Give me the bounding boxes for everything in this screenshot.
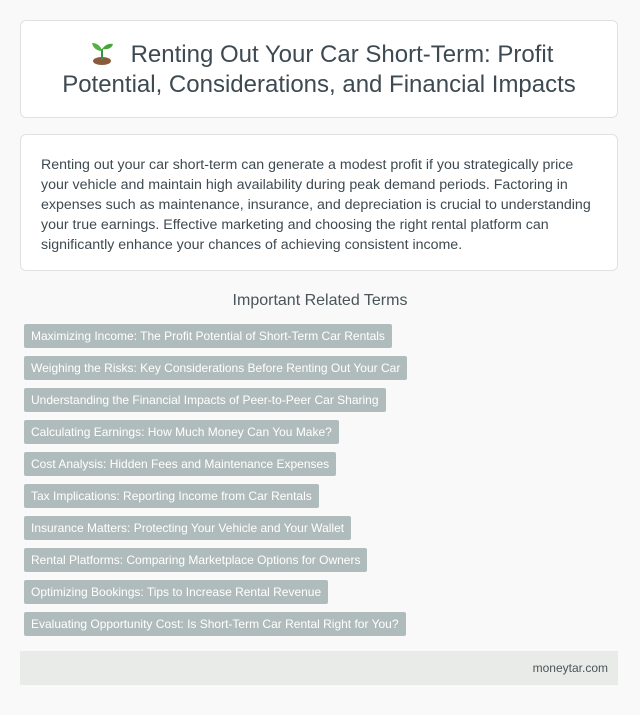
related-term-tag[interactable]: Optimizing Bookings: Tips to Increase Rental Revenue xyxy=(24,580,328,604)
title-card xyxy=(20,20,618,118)
summary-text: Renting out your car short-term can generate a modest profit if you strategically price your vehicle and maintain high availability during peak demand periods. Factoring in expenses such as maintenance, insurance, and depreciation is crucial to understanding your true earnings. Effective marketing and choosing the right rental platform can significantly enhance your chances of achieving consistent income. xyxy=(41,157,591,253)
page-title-text: Renting Out Your Car Short-Term: Profit Potential, Considerations, and Financial Impacts xyxy=(62,40,576,98)
page-title xyxy=(21,39,617,100)
footer xyxy=(20,651,618,685)
related-terms-heading: Important Related Terms xyxy=(232,292,408,309)
related-term-tag[interactable]: Insurance Matters: Protecting Your Vehicle and Your Wallet xyxy=(24,516,351,540)
related-term-tag[interactable]: Weighing the Risks: Key Considerations Before Renting Out Your Car xyxy=(24,356,407,380)
related-term-tag[interactable]: Tax Implications: Reporting Income from Car Rentals xyxy=(24,484,319,508)
related-term-tag[interactable]: Evaluating Opportunity Cost: Is Short-Term Car Rental Right for You? xyxy=(24,612,406,636)
related-terms-list xyxy=(24,324,624,644)
summary-card xyxy=(20,134,618,271)
footer-site-link[interactable]: moneytar.com xyxy=(532,661,608,675)
related-term-tag[interactable]: Cost Analysis: Hidden Fees and Maintenance Expenses xyxy=(24,452,336,476)
related-term-tag[interactable]: Understanding the Financial Impacts of Peer-to-Peer Car Sharing xyxy=(24,388,386,412)
sprout-icon xyxy=(85,39,119,65)
related-term-tag[interactable]: Calculating Earnings: How Much Money Can You Make? xyxy=(24,420,339,444)
related-term-tag[interactable]: Rental Platforms: Comparing Marketplace Options for Owners xyxy=(24,548,367,572)
related-term-tag[interactable]: Maximizing Income: The Profit Potential of Short-Term Car Rentals xyxy=(24,324,392,348)
